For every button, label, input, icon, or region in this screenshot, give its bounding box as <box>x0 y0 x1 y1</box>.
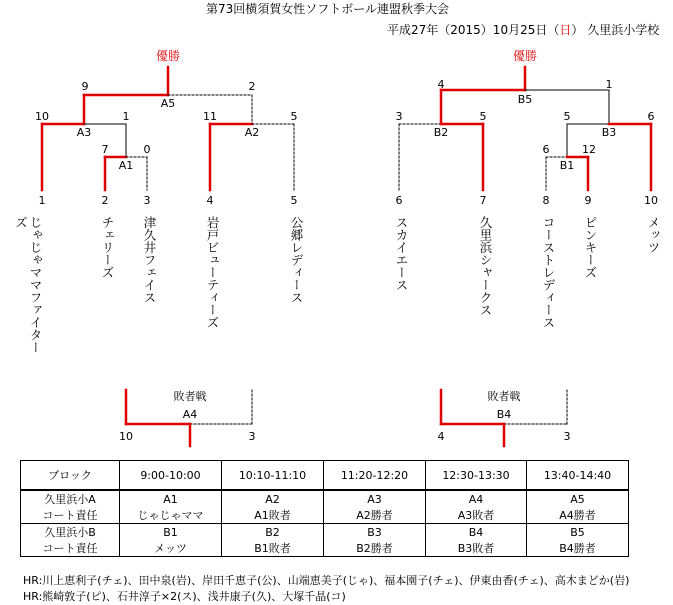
b4-score-left: 4 <box>437 430 445 443</box>
right-final-match: B5 <box>517 93 533 106</box>
b3-score-right: 6 <box>647 110 655 123</box>
b1-score-right: 12 <box>582 143 596 156</box>
team-seed: 3 <box>143 194 151 207</box>
team-name: 公郷レディース <box>289 216 304 304</box>
b2-score-right: 5 <box>479 110 487 123</box>
court-cell: A1敗者 <box>222 507 324 524</box>
a4-score-right: 3 <box>248 430 256 443</box>
court-cell: A3敗者 <box>426 507 527 524</box>
right-final-score-left: 4 <box>437 78 445 91</box>
a3-score-left: 10 <box>35 110 49 123</box>
left-final-score-left: 9 <box>81 80 89 93</box>
date-prefix: 平成27年（2015）10月25日（ <box>387 23 560 37</box>
team-name: 津久井フェイス <box>142 216 157 304</box>
match-cell: A2 <box>222 490 324 507</box>
court-cell: B4勝者 <box>527 540 629 557</box>
b3-score-left: 5 <box>563 110 571 123</box>
team-seed: 1 <box>38 194 46 207</box>
match-cell: B1 <box>120 524 222 541</box>
team-seed: 10 <box>644 194 658 207</box>
team-seed: 4 <box>206 194 214 207</box>
day-of-week: 日 <box>559 23 572 37</box>
b4-match: B4 <box>496 408 512 421</box>
team-name: 久里浜シャークス <box>478 216 493 316</box>
a4-score-left: 10 <box>119 430 133 443</box>
home-run-list: HR:川上恵利子(チェ)、田中泉(岩)、岸田千恵子(公)、山端恵美子(じゃ)、福本園子(チェ)、伊東由香(チェ)、高木まどか(岩) <box>23 574 630 587</box>
b2-match: B2 <box>433 126 449 139</box>
match-cell: B2 <box>222 524 324 541</box>
b3-match: B3 <box>601 126 617 139</box>
match-cell: A3 <box>324 490 426 507</box>
a1-score-right: 0 <box>143 143 151 156</box>
a1-score-left: 7 <box>101 143 109 156</box>
match-cell: B4 <box>426 524 527 541</box>
block-a-court-row <box>21 507 629 524</box>
right-champion-label: 優勝 <box>512 49 537 63</box>
schedule-header-row <box>21 461 629 491</box>
header-cell: ブロック <box>21 461 120 491</box>
venue: ） 久里浜小学校 <box>571 23 660 37</box>
team-name: ピンキーズ <box>583 216 598 279</box>
team-seed: 9 <box>584 194 592 207</box>
team-seed: 5 <box>290 194 298 207</box>
a3-score-right: 1 <box>122 110 130 123</box>
team-seed: 8 <box>542 194 550 207</box>
court-cell: B1敗者 <box>222 540 324 557</box>
match-cell: B5 <box>527 524 629 541</box>
match-cell: A1 <box>120 490 222 507</box>
header-cell: 12:30-13:30 <box>426 461 527 491</box>
block-b-match-row <box>21 524 629 541</box>
left-final-score-right: 2 <box>248 80 256 93</box>
team-seed: 6 <box>395 194 403 207</box>
block-name: 久里浜小A <box>21 490 120 507</box>
court-cell: メッツ <box>120 540 222 557</box>
court-cell: じゃじゃママ <box>120 507 222 524</box>
left-final-match: A5 <box>160 97 176 110</box>
header-cell: 13:40-14:40 <box>527 461 629 491</box>
court-cell: A4勝者 <box>527 507 629 524</box>
a4-match: A4 <box>182 408 198 421</box>
right-final-score-right: 1 <box>605 78 613 91</box>
b2-score-left: 3 <box>395 110 403 123</box>
team-name: 岩戸ビューティーズ <box>205 216 220 329</box>
a3-match: A3 <box>76 126 92 139</box>
b4-label: 敗者戦 <box>487 390 521 403</box>
block-name: 久里浜小B <box>21 524 120 541</box>
court-label: コート責任 <box>21 540 120 557</box>
a2-match: A2 <box>244 126 260 139</box>
court-cell: A2勝者 <box>324 507 426 524</box>
match-cell: B3 <box>324 524 426 541</box>
block-b-court-row <box>21 540 629 557</box>
b1-match: B1 <box>559 159 575 172</box>
left-champion-label: 優勝 <box>155 49 180 63</box>
court-label: コート責任 <box>21 507 120 524</box>
court-cell: B2勝者 <box>324 540 426 557</box>
team-name: コーストレディース <box>541 216 556 329</box>
team-name: スカイエース <box>394 216 409 291</box>
header-cell: 9:00-10:00 <box>120 461 222 491</box>
a1-match: A1 <box>118 159 134 172</box>
team-name <box>13 216 43 362</box>
block-a-match-row <box>21 490 629 507</box>
court-cell: B3敗者 <box>426 540 527 557</box>
team-name: チェリーズ <box>100 216 115 279</box>
schedule-table <box>20 460 629 557</box>
team-seed: 2 <box>101 194 109 207</box>
team-seed: 7 <box>479 194 487 207</box>
a2-score-left: 11 <box>203 110 217 123</box>
b1-score-left: 6 <box>542 143 550 156</box>
header-cell: 10:10-11:10 <box>222 461 324 491</box>
a2-score-right: 5 <box>290 110 298 123</box>
match-cell: A4 <box>426 490 527 507</box>
match-cell: A5 <box>527 490 629 507</box>
header-cell: 11:20-12:20 <box>324 461 426 491</box>
a4-label: 敗者戦 <box>173 390 207 403</box>
home-run-list: HR:熊崎敦子(ピ)、石井淳子×2(ス)、浅井康子(久)、大塚千晶(コ) <box>23 590 346 603</box>
team-name: メッツ <box>646 216 661 254</box>
page-title: 第73回横須賀女性ソフトボール連盟秋季大会 <box>206 2 450 16</box>
b4-score-right: 3 <box>563 430 571 443</box>
team-name-text: じゃじゃママファイターズ <box>13 216 43 354</box>
